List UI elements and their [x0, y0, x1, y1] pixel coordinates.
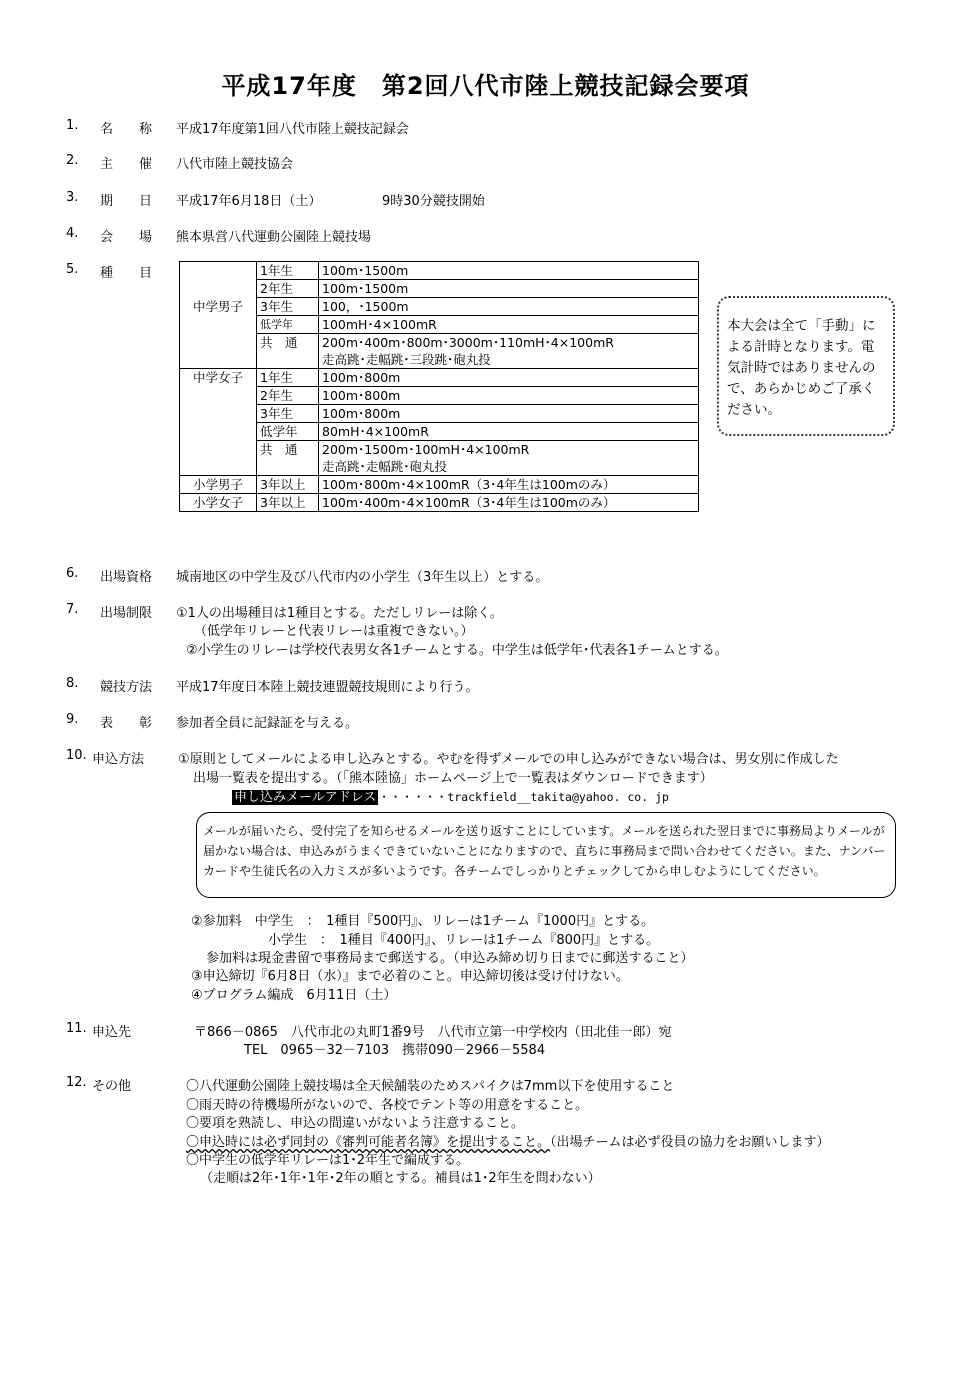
table-row — [180, 387, 699, 405]
address-line: 〒866－0865 八代市北の丸町1番9号 八代市立第一中学校内（田北佳一郎）宛 — [194, 1025, 672, 1040]
events-cell: 80mH･4×100mR — [319, 423, 699, 441]
item-number: 8. — [66, 676, 79, 691]
other-line: 〇八代運動公園陸上競技場は全天候舗装のためスパイクは7mm以下を使用すること — [186, 1079, 675, 1094]
item-label: 出場制限 — [100, 606, 153, 621]
year-cell: 3年以上 — [257, 476, 319, 494]
item-label: 主 催 — [100, 157, 153, 172]
referee-request: （出場チームは必ず役員の協力をお願いします） — [550, 1135, 830, 1150]
referee-list-note: 〇申込時には必ず同封の《審判可能者名簿》を提出すること。 — [186, 1135, 551, 1150]
category-cell: 小学男子 — [180, 476, 257, 494]
eligibility-text: 城南地区の中学生及び八代市内の小学生（3年生以上）とする。 — [176, 570, 549, 585]
item-number: 6. — [66, 566, 79, 581]
item-number: 12. — [66, 1075, 87, 1090]
year-cell: 1年生 — [257, 262, 319, 280]
item-label: 申込先 — [92, 1025, 132, 1040]
year-cell: 3年生 — [257, 298, 319, 316]
limit-line: ①1人の出場種目は1種目とする。ただしリレーは除く。 — [176, 606, 503, 621]
item-number: 3. — [66, 190, 79, 205]
events-cell: 200m･400m･800m･3000m･110mH･4×100mR — [319, 334, 699, 352]
table-row — [180, 280, 699, 298]
item-label: 申込方法 — [92, 752, 145, 767]
start-time: 9時30分競技開始 — [382, 194, 485, 209]
application-line: ①原則としてメールによる申し込みとする。やむを得ずメールでの申し込みができない場合は、男女別に作成した — [178, 752, 839, 767]
events-cell: 100mH･4×100mR — [319, 316, 699, 334]
host-name: 八代市陸上競技協会 — [176, 157, 294, 172]
other-line: 〇中学生の低学年リレーは1･2年生で編成する。 — [186, 1153, 470, 1168]
fee-line: 小学生 ： 1種目『400円』、リレーは1チーム『800円』とする。 — [268, 933, 660, 948]
table-row — [180, 369, 699, 387]
other-line: （走順は2年･1年･1年･2年の順とする。補員は1･2年生を問わない） — [200, 1171, 601, 1186]
limit-line: ②小学生のリレーは学校代表男女各1チームとする。中学生は低学年･代表各1チームとする。 — [186, 643, 728, 658]
mail-notice-box: メールが届いたら、受付完了を知らせるメールを送り返すことにしています。メールを送られた翌日までに事務局よりメールが届かない場合は、申込みがうまくできていないことになりますので、直ちに事務局まで問い合わせてください。また、ナンバーカードや生徒氏名の入力ミスが多いようです。各チームでしっかりとチェックしてから申しむようにしてください。 — [196, 812, 896, 898]
event-name: 平成17年度第1回八代市陸上競技記録会 — [176, 122, 409, 137]
year-cell: 1年生 — [257, 369, 319, 387]
fee-line: 参加料は現金書留で事務局まで郵送する。（申込み締め切り日までに郵送すること） — [206, 951, 694, 966]
mail-label: 申し込みメールアドレス — [234, 790, 377, 805]
other-line: 〇雨天時の待機場所がないので、各校でテント等の用意をすること。 — [186, 1098, 589, 1113]
item-number: 1. — [66, 118, 79, 133]
year-cell: 共 通 — [257, 334, 319, 369]
table-row — [180, 298, 699, 316]
events-cell: 100m･800m — [319, 387, 699, 405]
year-cell: 2年生 — [257, 280, 319, 298]
limit-line: （低学年リレーと代表リレーは重複できない。） — [194, 624, 474, 639]
year-cell: 2年生 — [257, 387, 319, 405]
events-cell: 200m･1500m･100mH･4×100mR — [319, 441, 699, 459]
timing-note-box: 本大会は全て「手動」による計時となります。電気計時ではありませんので、あらかじめご了承ください。 — [717, 296, 895, 436]
year-cell: 低学年 — [257, 423, 319, 441]
deadline-line: ③申込締切『6月8日（水）』まで必着のこと。申込締切後は受け付けない。 — [191, 969, 629, 984]
events-cell: 走高跳･走幅跳･砲丸投 — [319, 458, 699, 476]
year-cell: 3年以上 — [257, 494, 319, 512]
item-label: 会 場 — [100, 230, 153, 245]
events-cell: 走高跳･走幅跳･三段跳･砲丸投 — [319, 351, 699, 369]
program-line: ④プログラム編成 6月11日（土） — [191, 988, 397, 1003]
item-number: 10. — [66, 748, 87, 763]
item-label: 競技方法 — [100, 680, 153, 695]
events-cell: 100m･1500m — [319, 280, 699, 298]
page-title: 平成17年度 第2回八代市陸上競技記録会要項 — [221, 72, 750, 100]
item-number: 5. — [66, 262, 79, 277]
mail-address: ・・・・・・trackfield__takita@yahoo. co. jp — [378, 790, 669, 804]
method-text: 平成17年度日本陸上競技連盟競技規則により行う。 — [176, 680, 479, 695]
table-row — [180, 316, 699, 334]
category-cell: 中学女子 — [180, 369, 257, 476]
phone-line: TEL 0965－32－7103 携帯090－2966－5584 — [244, 1043, 546, 1058]
item-number: 2. — [66, 153, 79, 168]
year-cell: 3年生 — [257, 405, 319, 423]
year-cell: 低学年 — [257, 316, 319, 334]
fee-line: ②参加料 中学生 ： 1種目『500円』、リレーは1チーム『1000円』とする。 — [191, 914, 655, 929]
table-row — [180, 441, 699, 459]
item-number: 4. — [66, 226, 79, 241]
other-line — [186, 1131, 830, 1150]
item-label: 期 日 — [100, 194, 153, 209]
category-cell: 中学男子 — [180, 262, 257, 369]
events-cell: 100m･800m — [319, 405, 699, 423]
events-cell: 100m･800m･4×100mR（3･4年生は100mのみ） — [319, 476, 699, 494]
category-cell: 小学女子 — [180, 494, 257, 512]
event-date: 平成17年6月18日（土） — [176, 194, 322, 209]
table-row — [180, 405, 699, 423]
table-row — [180, 494, 699, 512]
item-number: 11. — [66, 1021, 87, 1036]
item-label: 種 目 — [100, 266, 153, 281]
mail-address-row — [232, 786, 669, 805]
item-number: 9. — [66, 712, 79, 727]
award-text: 参加者全員に記録証を与える。 — [176, 716, 359, 731]
item-label: 名 称 — [100, 122, 153, 137]
table-row — [180, 423, 699, 441]
events-table — [179, 261, 699, 512]
other-line: 〇要項を熟読し、申込の間違いがないよう注意すること。 — [186, 1116, 525, 1131]
year-cell: 共 通 — [257, 441, 319, 476]
table-row — [180, 262, 699, 280]
table-row — [180, 476, 699, 494]
application-line: 出場一覧表を提出する。（「熊本陸協」ホームページ上で一覧表はダウンロードできます） — [193, 771, 713, 786]
events-cell: 100m･1500m — [319, 262, 699, 280]
table-row — [180, 334, 699, 352]
events-cell: 100m･400m･4×100mR（3･4年生は100mのみ） — [319, 494, 699, 512]
venue: 熊本県営八代運動公園陸上競技場 — [176, 230, 372, 245]
events-cell: 100，･1500m — [319, 298, 699, 316]
item-label: 出場資格 — [100, 570, 153, 585]
events-cell: 100m･800m — [319, 369, 699, 387]
item-label: 表 彰 — [100, 716, 153, 731]
item-number: 7. — [66, 602, 79, 617]
item-label: その他 — [92, 1079, 132, 1094]
